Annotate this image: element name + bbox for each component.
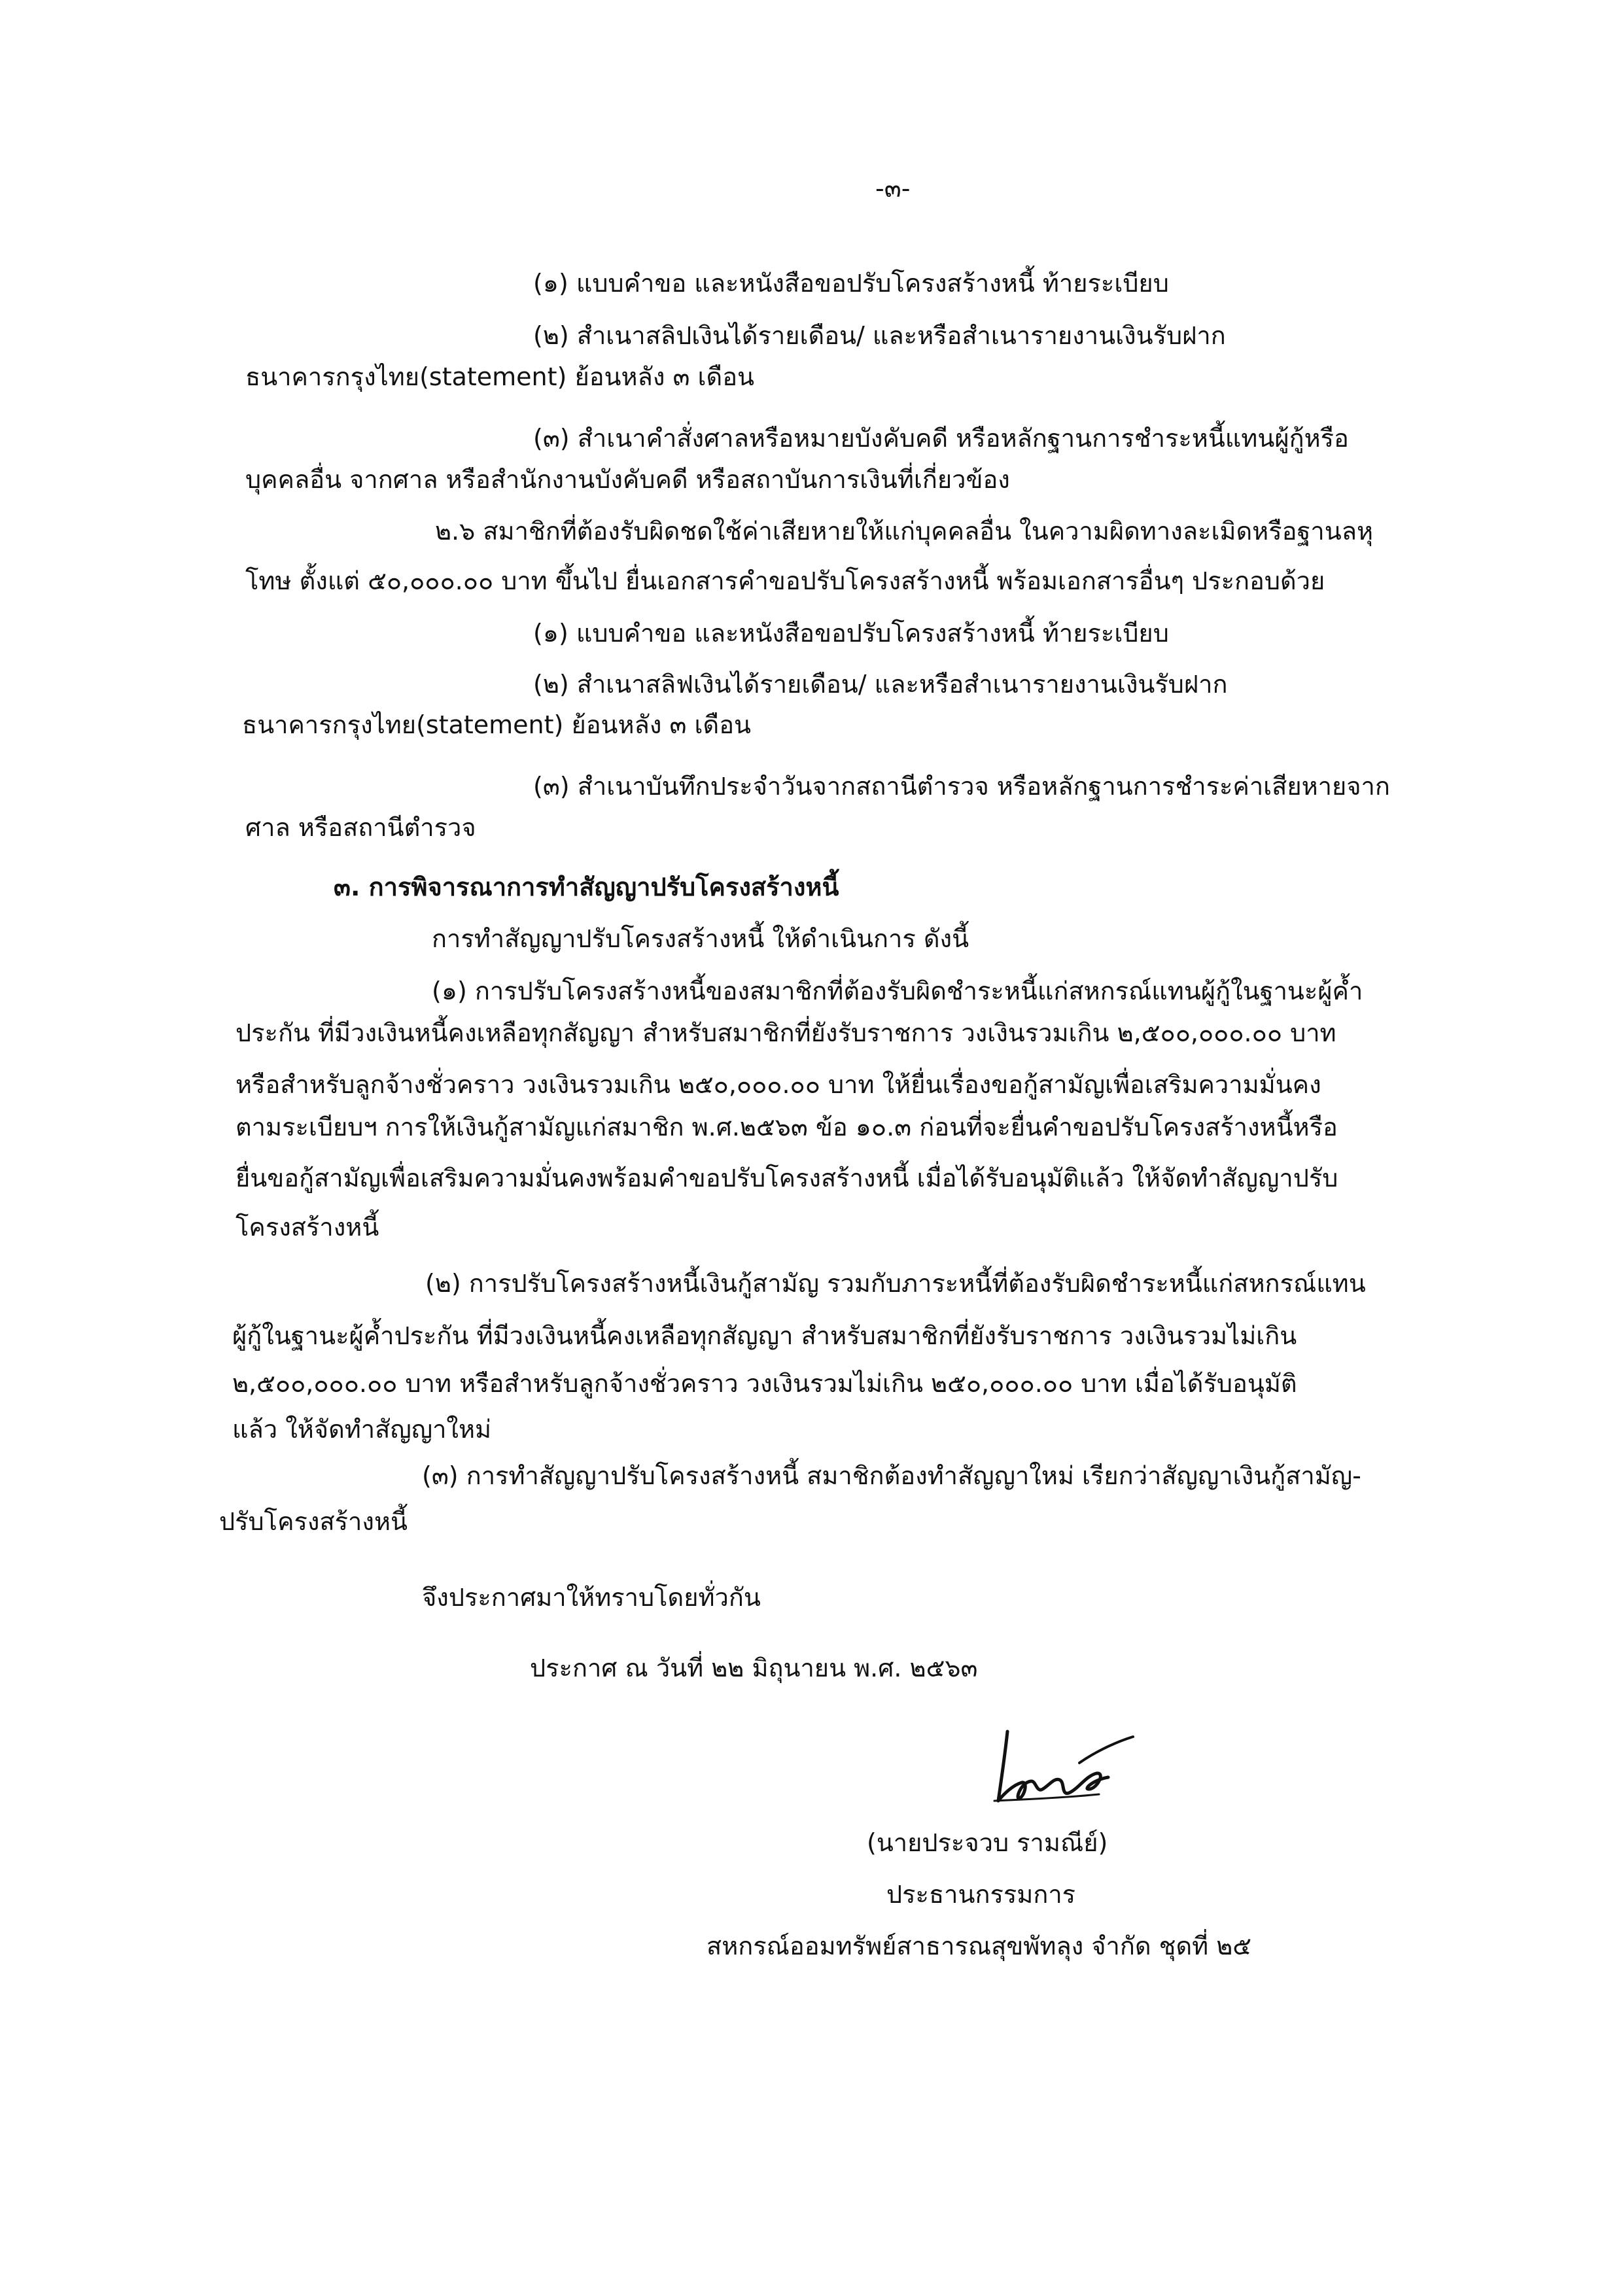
text-line: โครงสร้างหนี้	[236, 1213, 379, 1242]
text-line: แล้ว ให้จัดทำสัญญาใหม่	[232, 1415, 492, 1444]
text-line: ตามระเบียบฯ การให้เงินกู้สามัญแก่สมาชิก พ.ศ.๒๕๖๓ ข้อ ๑๐.๓ ก่อนที่จะยื่นคำขอปรับโครงสร้างหนี้หรือ	[236, 1113, 1338, 1141]
text-line: (๒) สำเนาสลิฟเงินได้รายเดือน/ และหรือสำเนารายงานเงินรับฝาก	[533, 670, 1228, 699]
organization-name: สหกรณ์ออมทรัพย์สาธารณสุขพัทลุง จำกัด ชุดที่ ๒๕	[707, 1932, 1252, 1960]
text-line: (๑) แบบคำขอ และหนังสือขอปรับโครงสร้างหนี้ ท้ายระเบียบ	[533, 269, 1169, 298]
text-line: ยื่นขอกู้สามัญเพื่อเสริมความมั่นคงพร้อมคำขอปรับโครงสร้างหนี้ เมื่อได้รับอนุมัติแล้ว ให้จัดทำสัญญาปรับ	[236, 1164, 1338, 1192]
text-line: การทำสัญญาปรับโครงสร้างหนี้ ให้ดำเนินการ ดังนี้	[432, 924, 969, 953]
text-line: ผู้กู้ในฐานะผู้ค้ำประกัน ที่มีวงเงินหนี้คงเหลือทุกสัญญา สำหรับสมาชิกที่ยังรับราชการ วงเงินรวมไม่เกิน	[232, 1321, 1297, 1350]
text-line: (๓) สำเนาบันทึกประจำวันจากสถานีตำรวจ หรือหลักฐานการชำระค่าเสียหายจาก	[533, 772, 1390, 801]
text-line: (๑) แบบคำขอ และหนังสือขอปรับโครงสร้างหนี้ ท้ายระเบียบ	[533, 619, 1169, 648]
text-line: (๒) การปรับโครงสร้างหนี้เงินกู้สามัญ รวมกับภาระหนี้ที่ต้องรับผิดชำระหนี้แก่สหกรณ์แทน	[425, 1269, 1366, 1298]
text-line: ธนาคารกรุงไทย(statement) ย้อนหลัง ๓ เดือน	[245, 362, 754, 391]
text-line: ๒.๖ สมาชิกที่ต้องรับผิดชดใช้ค่าเสียหายให้แก่บุคคลอื่น ในความผิดทางละเมิดหรือฐานลหุ	[435, 517, 1374, 546]
text-line: (๓) สำเนาคำสั่งศาลหรือหมายบังคับคดี หรือหลักฐานการชำระหนี้แทนผู้กู้หรือ	[533, 424, 1349, 453]
text-line: ๒,๕๐๐,๐๐๐.๐๐ บาท หรือสำหรับลูกจ้างชั่วคราว วงเงินรวมไม่เกิน ๒๕๐,๐๐๐.๐๐ บาท เมื่อได้รับอนุมัติ	[232, 1369, 1297, 1398]
section-heading: ๓. การพิจารณาการทำสัญญาปรับโครงสร้างหนี้	[334, 873, 839, 901]
text-line: (๓) การทำสัญญาปรับโครงสร้างหนี้ สมาชิกต้องทำสัญญาใหม่ เรียกว่าสัญญาเงินกู้สามัญ-	[422, 1461, 1361, 1490]
text-line: ประกัน ที่มีวงเงินหนี้คงเหลือทุกสัญญา สำหรับสมาชิกที่ยังรับราชการ วงเงินรวมเกิน ๒,๕๐๐,๐๐๐.๐๐ บาท	[236, 1018, 1336, 1047]
signatory-title: ประธานกรรมการ	[886, 1880, 1076, 1909]
text-line: ปรับโครงสร้างหนี้	[219, 1507, 408, 1536]
text-line: หรือสำหรับลูกจ้างชั่วคราว วงเงินรวมเกิน ๒๕๐,๐๐๐.๐๐ บาท ให้ยื่นเรื่องขอกู้สามัญเพื่อเสริมความมั่นคง	[236, 1070, 1321, 1099]
text-line: โทษ ตั้งแต่ ๕๐,๐๐๐.๐๐ บาท ขึ้นไป ยื่นเอกสารคำขอปรับโครงสร้างหนี้ พร้อมเอกสารอื่นๆ ประกอบด้วย	[245, 566, 1325, 595]
closing-statement: จึงประกาศมาให้ทราบโดยทั่วกัน	[422, 1583, 761, 1612]
page-number: -๓-	[875, 174, 911, 203]
text-line: บุคคลอื่น จากศาล หรือสำนักงานบังคับคดี หรือสถาบันการเงินที่เกี่ยวข้อง	[245, 465, 1010, 494]
text-line: (๒) สำเนาสลิปเงินได้รายเดือน/ และหรือสำเนารายงานเงินรับฝาก	[533, 321, 1226, 350]
text-line: (๑) การปรับโครงสร้างหนี้ของสมาชิกที่ต้องรับผิดชำระหนี้แก่สหกรณ์แทนผู้กู้ในฐานะผู้ค้ำ	[432, 977, 1363, 1005]
announcement-date: ประกาศ ณ วันที่ ๒๒ มิถุนายน พ.ศ. ๒๕๖๓	[530, 1654, 978, 1682]
signatory-name: (นายประจวบ รามณีย์)	[867, 1828, 1108, 1857]
text-line: ธนาคารกรุงไทย(statement) ย้อนหลัง ๓ เดือน	[242, 710, 751, 739]
text-line: ศาล หรือสถานีตำรวจ	[245, 813, 476, 842]
signature-image	[981, 1717, 1138, 1815]
